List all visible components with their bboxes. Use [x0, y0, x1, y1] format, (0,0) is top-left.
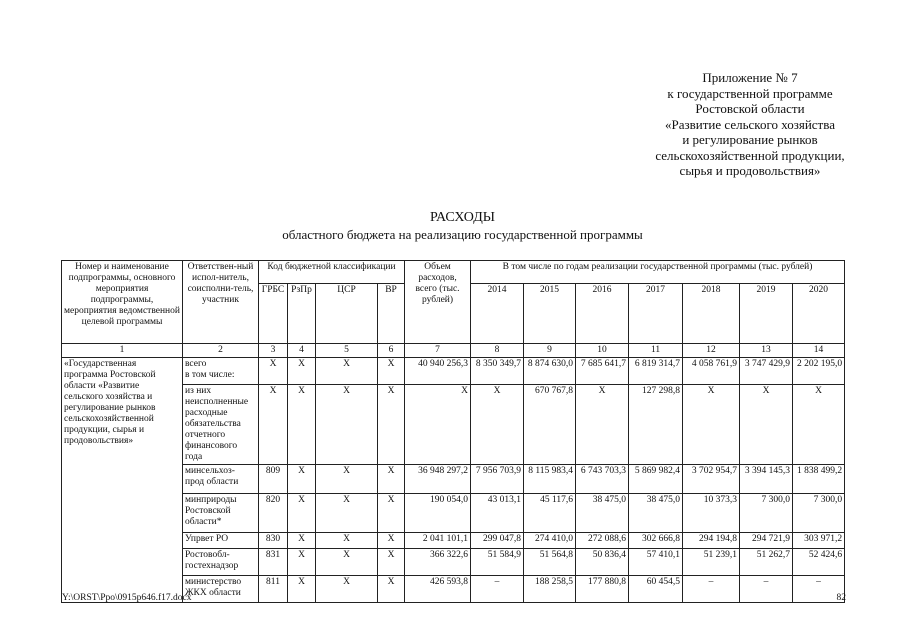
- total-cell: 190 054,0: [405, 494, 471, 533]
- year-value-cell: 127 298,8: [629, 385, 683, 465]
- year-value-cell: –: [471, 576, 524, 603]
- vr-cell: Х: [378, 358, 405, 385]
- column-number: 9: [524, 344, 576, 358]
- year-value-cell: Х: [740, 385, 793, 465]
- year-value-cell: Х: [683, 385, 740, 465]
- column-number: 4: [288, 344, 316, 358]
- year-value-cell: 57 410,1: [629, 549, 683, 576]
- year-value-cell: –: [793, 576, 845, 603]
- executor-cell: из них неисполненные расходные обязательства отчетного финансового года: [183, 385, 259, 465]
- column-number: 7: [405, 344, 471, 358]
- header-year: 2016: [576, 284, 629, 344]
- grbs-cell: 809: [259, 465, 288, 494]
- csr-cell: Х: [316, 385, 378, 465]
- year-value-cell: Х: [471, 385, 524, 465]
- vr-cell: Х: [378, 533, 405, 549]
- header-year: 2017: [629, 284, 683, 344]
- total-cell: 2 041 101,1: [405, 533, 471, 549]
- year-value-cell: 51 564,8: [524, 549, 576, 576]
- year-value-cell: Х: [793, 385, 845, 465]
- csr-cell: Х: [316, 465, 378, 494]
- year-value-cell: 6 743 703,3: [576, 465, 629, 494]
- column-number-row: [62, 344, 845, 358]
- grbs-cell: 831: [259, 549, 288, 576]
- year-value-cell: 302 666,8: [629, 533, 683, 549]
- grbs-cell: 811: [259, 576, 288, 603]
- grbs-cell: 820: [259, 494, 288, 533]
- year-value-cell: 272 088,6: [576, 533, 629, 549]
- column-number: 8: [471, 344, 524, 358]
- appendix-line: и регулирование рынков: [682, 132, 818, 147]
- year-value-cell: 274 410,0: [524, 533, 576, 549]
- year-value-cell: 670 767,8: [524, 385, 576, 465]
- year-value-cell: 38 475,0: [576, 494, 629, 533]
- column-number: 14: [793, 344, 845, 358]
- total-cell: 40 940 256,3: [405, 358, 471, 385]
- year-value-cell: 52 424,6: [793, 549, 845, 576]
- executor-cell: всего в том числе:: [183, 358, 259, 385]
- header-vr: ВР: [378, 284, 405, 344]
- rzpr-cell: Х: [288, 549, 316, 576]
- executor-cell: минприроды Ростовской области*: [183, 494, 259, 533]
- csr-cell: Х: [316, 494, 378, 533]
- program-name-cell: «Государственная программа Ростовской области «Развитие сельского хозяйства и регулирование рынков сельскохозяйственной продукции, сырья и продовольствия»: [62, 358, 183, 603]
- column-number: 3: [259, 344, 288, 358]
- year-value-cell: 303 971,2: [793, 533, 845, 549]
- rzpr-cell: Х: [288, 494, 316, 533]
- year-value-cell: 4 058 761,9: [683, 358, 740, 385]
- year-value-cell: 1 838 499,2: [793, 465, 845, 494]
- column-number: 6: [378, 344, 405, 358]
- header-year: 2015: [524, 284, 576, 344]
- file-path: Y:\ORST\Ppo\0915p646.f17.docx: [62, 593, 192, 603]
- year-value-cell: 188 258,5: [524, 576, 576, 603]
- table-row: [62, 358, 845, 385]
- rzpr-cell: Х: [288, 576, 316, 603]
- header-year: 2014: [471, 284, 524, 344]
- year-value-cell: 5 869 982,4: [629, 465, 683, 494]
- total-cell: 426 593,8: [405, 576, 471, 603]
- column-number: 1: [62, 344, 183, 358]
- column-number: 2: [183, 344, 259, 358]
- year-value-cell: 3 394 145,3: [740, 465, 793, 494]
- appendix-block: [560, 70, 905, 179]
- year-value-cell: 7 300,0: [740, 494, 793, 533]
- grbs-cell: Х: [259, 358, 288, 385]
- year-value-cell: 2 202 195,0: [793, 358, 845, 385]
- document-subtitle: областного бюджета на реализацию государственной программы: [282, 227, 643, 242]
- year-value-cell: 3 702 954,7: [683, 465, 740, 494]
- appendix-line: сельскохозяйственной продукции,: [655, 147, 845, 163]
- column-number: 11: [629, 344, 683, 358]
- csr-cell: Х: [316, 358, 378, 385]
- executor-cell: минсельхоз- прод области: [183, 465, 259, 494]
- year-value-cell: –: [740, 576, 793, 603]
- year-value-cell: 6 819 314,7: [629, 358, 683, 385]
- year-value-cell: 8 874 630,0: [524, 358, 576, 385]
- column-number: 10: [576, 344, 629, 358]
- header-grbs: ГРБС: [259, 284, 288, 344]
- year-value-cell: 294 721,9: [740, 533, 793, 549]
- header-year: 2019: [740, 284, 793, 344]
- executor-cell: Упрвет РО: [183, 533, 259, 549]
- csr-cell: Х: [316, 549, 378, 576]
- appendix-line: Ростовской области: [695, 101, 805, 116]
- year-value-cell: 294 194,8: [683, 533, 740, 549]
- year-value-cell: 8 115 983,4: [524, 465, 576, 494]
- year-value-cell: 299 047,8: [471, 533, 524, 549]
- year-value-cell: 3 747 429,9: [740, 358, 793, 385]
- year-value-cell: 45 117,6: [524, 494, 576, 533]
- grbs-cell: Х: [259, 385, 288, 465]
- header-col1: Номер и наименование подпрограммы, основного мероприятия подпрограммы, мероприятия ведомственной целевой программы: [62, 261, 183, 344]
- year-value-cell: 38 475,0: [629, 494, 683, 533]
- year-value-cell: 51 239,1: [683, 549, 740, 576]
- document-title: РАСХОДЫ: [430, 210, 495, 225]
- header-total: Объем расходов, всего (тыс. рублей): [405, 261, 471, 344]
- header-year: 2018: [683, 284, 740, 344]
- column-number: 5: [316, 344, 378, 358]
- expenses-table: [61, 260, 845, 603]
- year-value-cell: 8 350 349,7: [471, 358, 524, 385]
- header-by-years: В том числе по годам реализации государственной программы (тыс. рублей): [471, 261, 845, 284]
- vr-cell: Х: [378, 549, 405, 576]
- page-number: 82: [836, 593, 846, 603]
- appendix-line: сырья и продовольствия»: [679, 163, 821, 178]
- year-value-cell: 43 013,1: [471, 494, 524, 533]
- year-value-cell: 7 956 703,9: [471, 465, 524, 494]
- appendix-line: к государственной программе: [667, 85, 833, 101]
- rzpr-cell: Х: [288, 385, 316, 465]
- vr-cell: Х: [378, 385, 405, 465]
- year-value-cell: 60 454,5: [629, 576, 683, 603]
- column-number: 13: [740, 344, 793, 358]
- header-year: 2020: [793, 284, 845, 344]
- csr-cell: Х: [316, 533, 378, 549]
- header-row-1: [62, 261, 845, 284]
- header-col2: Ответствен-ный испол-нитель, соисполни-тель, участник: [183, 261, 259, 344]
- rzpr-cell: Х: [288, 358, 316, 385]
- year-value-cell: Х: [576, 385, 629, 465]
- total-cell: 36 948 297,2: [405, 465, 471, 494]
- executor-cell: Ростовобл- гостехнадзор: [183, 549, 259, 576]
- year-value-cell: 51 584,9: [471, 549, 524, 576]
- vr-cell: Х: [378, 576, 405, 603]
- year-value-cell: 7 685 641,7: [576, 358, 629, 385]
- vr-cell: Х: [378, 494, 405, 533]
- appendix-line: «Развитие сельского хозяйства: [665, 116, 835, 132]
- appendix-line: Приложение № 7: [702, 70, 798, 85]
- header-budget-code: Код бюджетной классификации: [259, 261, 405, 284]
- rzpr-cell: Х: [288, 465, 316, 494]
- header-csr: ЦСР: [316, 284, 378, 344]
- csr-cell: Х: [316, 576, 378, 603]
- total-cell: 366 322,6: [405, 549, 471, 576]
- year-value-cell: 50 836,4: [576, 549, 629, 576]
- header-rzpr: РзПр: [288, 284, 316, 344]
- executor-cell: министерство ЖКХ области: [183, 576, 259, 603]
- table-body: [62, 358, 845, 603]
- vr-cell: Х: [378, 465, 405, 494]
- year-value-cell: 10 373,3: [683, 494, 740, 533]
- total-cell: Х: [405, 385, 471, 465]
- year-value-cell: 177 880,8: [576, 576, 629, 603]
- year-value-cell: 51 262,7: [740, 549, 793, 576]
- column-number: 12: [683, 344, 740, 358]
- rzpr-cell: Х: [288, 533, 316, 549]
- year-value-cell: –: [683, 576, 740, 603]
- grbs-cell: 830: [259, 533, 288, 549]
- year-value-cell: 7 300,0: [793, 494, 845, 533]
